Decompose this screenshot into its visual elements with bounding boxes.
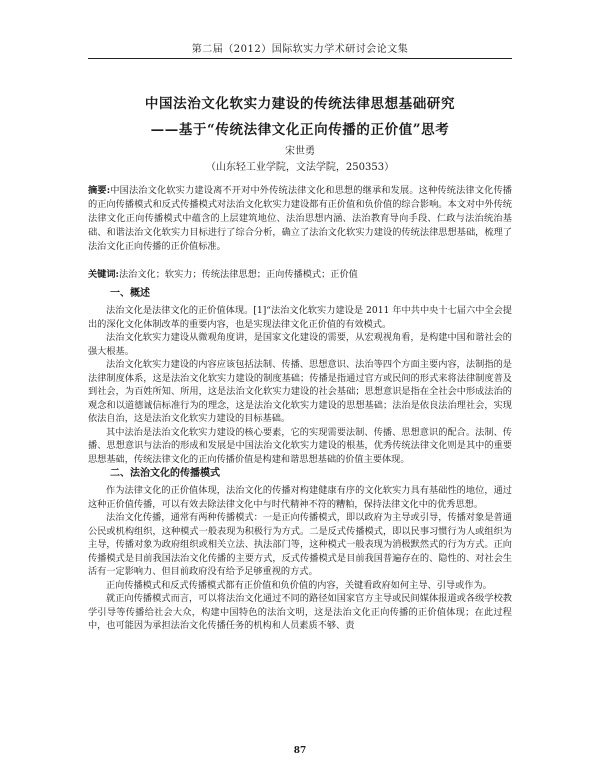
author-name: 宋世勇 bbox=[285, 146, 315, 157]
abstract-text: 中国法治文化软实力建设离不开对中外传统法律文化和思想的继承和发展。这种传统法律文化传播的正向传播模式和反式传播模式对法治文化软实力建设都有正价值和负价值的综合影响。本文对中外传统法律文化正向传播模式中蕴含的上层建筑地位、法治思想内涵、法治教育导向手段、仁政与法治统治基础、和谐法治文化软实力目标进行了综合分析，确立了法治文化软实力建设的传统法律思想基础，梳理了法治文化正向传播的正价值标准。 bbox=[88, 185, 512, 253]
body-text bbox=[88, 286, 512, 633]
body-paragraph: 法治文化传播，通常有两种传播模式：一是正向传播模式，即以政府为主导或引导，传播对象是普通公民或机构组织，这种模式一般表现为积极行为方式。二是反式传播模式，即以民事习惯行为人或组织为主导，传播对象为政府组织或相关立法、执法部门等，这种模式一般表现为消极默然式的行为方式。正向传播模式是目前我国法治文化传播的主要方式，反式传播模式是目前我国普遍存在的、隐性的、对社会生活有一定影响力、但目前政府没有给予足够重视的方式。 bbox=[88, 512, 512, 577]
body-paragraph: 就正向传播模式而言，可以将法治文化通过不同的路径如国家官方主导或民间媒体报道或各级学校教学引导等传播给社会大众，构建中国特色的法治文明，这是法治文化正向传播的正价值体现；在此过程中，也可能因为承担法治文化传播任务的机构和人员素质不够、责 bbox=[88, 593, 512, 631]
keywords bbox=[88, 268, 512, 282]
author-affiliation: （山东轻工业学院，文法学院，250353） bbox=[205, 162, 395, 173]
body-paragraph: 其中法治是法治文化软实力建设的核心要素，它的实现需要法制、传播、思想意识的配合。法制、传播、思想意识与法治的形成和发展是中国法治文化软实力建设的根基，优秀传统法律文化则是其中的重要思想基础，传统法律文化的正向传播价值是构建和谐思想基础的价值主要体现。 bbox=[88, 426, 512, 465]
body-paragraph: 法治文化软实力建设的内容应该包括法制、传播、思想意识、法治等四个方面主要内容，法制指的是法律制度体系，这是法治文化软实力建设的制度基础；传播是指通过官方或民间的形式来将法律制度普及到社会，为百姓所知、所用，这是法治文化软实力建设的社会基础；思想意识是指在全社会中形成法治的观念和以道德诚信标准行为的理念，这是法治文化软实力建设的思想基础；法治是依良法治理社会，实现依法自治，这是法治文化软实力建设的目标基础。 bbox=[88, 359, 512, 424]
section-heading-dissemination: 二、法治文化的传播模式 bbox=[110, 468, 220, 479]
body-paragraph: 法治文化软实力建设从微观角度讲，是国家文化建设的需要，从宏观视角看，是构建中国和谐社会的强大根基。 bbox=[88, 332, 512, 357]
body-paragraph: 正向传播模式和反式传播模式都有正价值和负价值的内容，关键看政府如何主导、引导或作为。 bbox=[106, 579, 492, 591]
body-paragraph: 作为法律文化的正价值体现，法治文化的传播对构建健康有序的文化软实力具有基础性的地位，通过这种正价值传播，可以有效去除法律文化中与时代精神不符的糟粕，保持法律文化中的优秀思想。 bbox=[88, 485, 512, 510]
title-block bbox=[60, 92, 540, 138]
section-heading-overview: 一、概述 bbox=[110, 288, 150, 299]
abstract bbox=[88, 184, 512, 254]
keywords-text: 法治文化；软实力；传统法律思想；正向传播模式；正价值 bbox=[118, 269, 358, 280]
page-number: 87 bbox=[293, 746, 307, 756]
abstract-label: 摘要: bbox=[88, 185, 111, 196]
keywords-label: 关键词: bbox=[88, 269, 119, 280]
body-paragraph: 法治文化是法律文化的正价值体现。[1]“法治文化软实力建设是 2011 年中共中央十七届六中全会提出的深化文化体制改革的重要内容，也是实现法律文化正价值的有效模式。 bbox=[88, 305, 512, 330]
paper-title: 中国法治文化软实力建设的传统法律思想基础研究 bbox=[144, 96, 456, 112]
paper-subtitle: ——基于“传统法律文化正向传播的正价值”思考 bbox=[150, 122, 450, 138]
running-head: 第二届（2012）国际软实力学术研讨会论文集 bbox=[88, 40, 512, 59]
